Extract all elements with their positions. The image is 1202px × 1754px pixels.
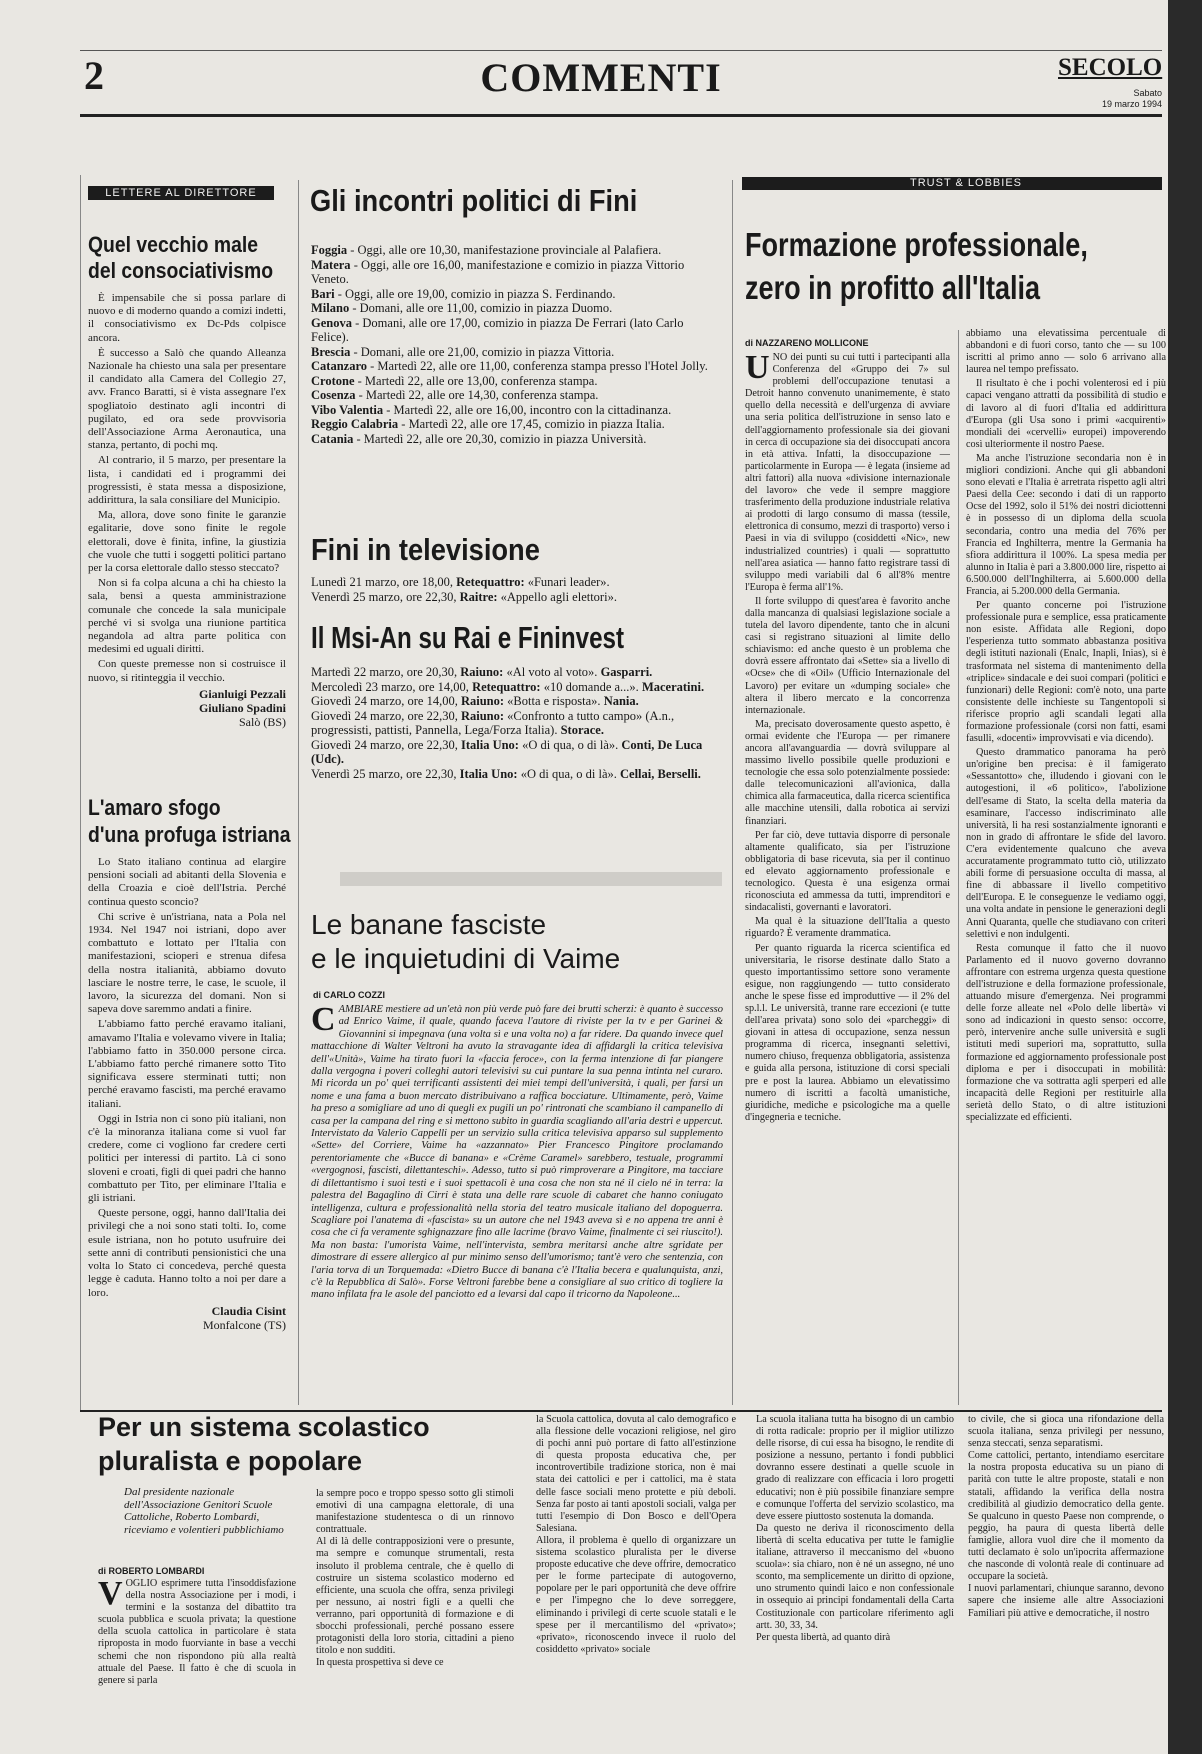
letter-2-body [88, 856, 286, 1332]
trust-paragraph: Resta comunque il fatto che il nuovo Parlamento ed il nuovo governo dovranno affrontare con estrema urgenza questa questione dell'istruzione e della formazione professionale, attuando misure d'emergenza. Nei programmi delle forze alleate nel «Polo delle libertà» vi sono ad indicazioni in questo senso: occorre, però, intervenire anche sulle università e sugli istituti medi superiori ma, soprattutto, sulla formazione ed aggiornamento professionale post diploma e per i disoccupati in mobilità: formazione che va sottratta agli sperperi ed alle incapacità delle Regioni per restituirle alla serietà dello Stato, o di altre istituzioni specializzate ed efficienti. [966, 942, 1166, 1123]
column-divider [298, 180, 299, 1405]
letter-1-place: Salò (BS) [238, 714, 286, 729]
letter-1-paragraph: Non si fa colpa alcuna a chi ha chiesto la sala, bensì a questa amministrazione comunale che concede la sala municipale perché vi si svolga una riunione partitica negandola ad altra parte politica con medesimi ed uguali diritti. [88, 577, 286, 656]
trust-paragraph: Il forte sviluppo di quest'area è favorito anche dalla mancanza di qualsiasi legislazione sociale a tutela del lavoro dipendente, tanto che in alcuni casi si registrano situazioni al limite dello schiavismo: ed anche questo è un problema che dovrà essere affrontato dai «Sette» sia a livello di «Ocse» che di «Oil» (Ufficio Internazionale del Lavoro) per evitare un «dumping sociale» che altera il libero mercato e la concorrenza internazionale. [745, 595, 950, 716]
trust-title: Formazione professionale, [745, 226, 1088, 263]
letter-2-paragraph: Queste persone, oggi, hanno dall'Italia dei privilegi che a noi sono stati tolti. Io, come esule istriana, non ho potuto usufruire dei sette anni di contributi pensionistici che una volta lo Stato ci concedeva, perché questa legge è caduta. Hanno tolto a noi per dare a loro. [88, 1207, 286, 1299]
trust-paragraph: Questo drammatico panorama ha però un'origine ben precisa: è il famigerato «Sessantotto» che, illudendo i giovani con le autogestioni, il «6 politico», l'abolizione dell'esame di Stato, la scelta della materia da esaminare, l'accesso indiscriminato alle università, li ha resi sostanzialmente ignoranti e non in grado di affrontare le sfide del lavoro. C'era evidentemente qualcuno che aveva accuratamente programmato tutto ciò, utilizzato abili forme di persuasione occulta di massa, al fine di abbassare il livello competitivo dell'Europa. E le conseguenze le vediamo oggi, una volta andate in pensione le generazioni degli Anni Quaranta, quelle che studiavano con criteri selettivi e non indulgenti. [966, 747, 1166, 940]
trust-paragraph: abbiamo una elevatissima percentuale di abbandoni e di fuori corso, tanto che — su 100 iscritti al primo anno — solo 6 arrivano alla laurea nel tempo prefissato. [966, 328, 1166, 376]
incontri-item: Matera - Oggi, alle ore 16,00, manifestazione e comizio in piazza Vittorio Veneto. [311, 257, 685, 286]
letter-1-title: Quel vecchio male [88, 232, 259, 257]
msi-list [311, 665, 723, 781]
incontri-list [311, 243, 723, 446]
banane-byline: di CARLO COZZI [313, 990, 385, 1000]
letter-2-paragraph: Lo Stato italiano continua ad elargire pensioni sociali ad abitanti della Slovenia e della Croazia e cioè dell'Istria. Perché continua questo sconcio? [88, 856, 286, 908]
letter-1-paragraph: Ma, allora, dove sono finite le garanzie egalitarie, dove sono finite le regole elettorali, dove è finita, infine, la giustizia che vuole che tutti i soggetti politici partano per la corsa elettorale dallo stesso steccato? [88, 509, 286, 575]
scuola-column-4: La scuola italiana tutta ha bisogno di un cambio di rotta radicale: proprio per il miglior utilizzo delle risorse, di cui essa ha bisogno, le rendite di posizione a nessuno, pertanto i fondi pubblici dovranno essere destinati a quelle scuole in grado di realizzare con efficacia i loro progetti educativi; non è più possibile finanziare sempre e comunque l'offerta del servizio scolastico, ma deve essere piuttosto sostenuta la domanda. Da questo ne deriva il riconoscimento della libertà di scelta educativa per tutte le famiglie italiane, attraverso il meccanismo del «buono scuola»: sia chiaro, non è né un assegno, né uno sconto, ma semplicemente un diritto di opzione, uno strumento quindi laico e non confessionale in ossequio ai principi fondamentali della Carta Costituzionale con particolare riferimento agli artt. 30, 33, 34. Per questa libertà, ad quanto dirà [756, 1414, 954, 1643]
trust-paragraph: Il risultato è che i pochi volenterosi ed i più capaci vengano attratti da possibilità di studio e di lavoro al di fuori d'Italia ed addirittura d'Europa (gli Usa sono i primi «acquirenti» mondiali dei «cervelli» europei) impoverendo così ulteriormente il nostro Paese. [966, 378, 1166, 450]
trust-paragraph: Ma anche l'istruzione secondaria non è in migliori condizioni. Anche qui gli abbandoni sono elevati e l'Italia è arretrata rispetto agli altri Paesi della Cee: secondo i dati di un rapporto Ocse del 1992, solo il 51% dei nostri diciottenni è in possesso di un diploma della scuola secondaria, contro una media del 76% per Francia ed Inghilterra, mentre la Germania ha sfiora addirittura il 100%. La spesa media per alunno in Italia è pari a 3.800.000 lire, rispetto ai 6.500.000 dell'Inghilterra, ai 5.600.000 della Francia, ai 5.200.000 della Germania. [966, 452, 1166, 597]
incontri-item: Crotone - Martedì 22, alle ore 13,00, conferenza stampa. [311, 373, 598, 388]
tv-item: Lunedì 21 marzo, ore 18,00, Retequattro: «Funari leader». [311, 575, 610, 589]
scuola-byline: di ROBERTO LOMBARDI [98, 1566, 205, 1576]
incontri-title: Gli incontri politici di Fini [310, 183, 638, 218]
letter-2-signature: Claudia Cisint [211, 1303, 286, 1318]
page-edge-shadow [1168, 0, 1202, 1754]
letter-1-title-line2: del consociativismo [88, 258, 274, 283]
trust-column-2 [966, 328, 1166, 1126]
letter-1-paragraph: Al contrario, il 5 marzo, per presentare la lista, i candidati ed i programmi dei progressisti, è stata messa a disposizione, addirittura, la sala consiliare del Municipio. [88, 454, 286, 507]
scuola-column-3: la Scuola cattolica, dovuta al calo demografico e alla flessione delle vocazioni religiose, nel giro di pochi anni può portare di fatto all'estinzione di questa proposta educativa che, per incontrovertibile tradizione storica, non è mai stata dei cattolici e per i cattolici, ma è stata delle fasce sociali meno protette e più deboli. Senza far posto ai tanti apostoli sociali, valga per tutti l'esempio di Don Bosco e dell'Opera Salesiana. Allora, il problema è quello di organizzare un sistema scolastico pluralista per le diverse proposte educative che deve offrire, democratico per le forme partecipate di autogoverno, popolare per le pari opportunità che deve offrire e per l'impegno che lo deve sorreggere, eliminando i privilegi di certe scuole statali e le spese per il mercantilismo del «privato»; «privato», riconoscendo invece il ruolo del cosiddetto «privato» sociale [536, 1414, 736, 1655]
msi-item: Giovedì 24 marzo, ore 22,30, Raiuno: «Confronto a tutto campo» (A.n., progressisti, pattisti, Pannella, Lega/Forza Italia). Storace. [311, 708, 675, 737]
left-border [80, 175, 81, 1410]
incontri-item: Vibo Valentia - Martedì 22, alle ore 16,00, incontro con la cittadinanza. [311, 402, 672, 417]
trust-byline: di NAZZARENO MOLLICONE [745, 338, 869, 348]
tv-item: Venerdì 25 marzo, ore 22,30, Raitre: «Appello agli elettori». [311, 589, 617, 604]
trust-column-divider [958, 330, 959, 1405]
incontri-item: Brescia - Domani, alle ore 21,00, comizio in piazza Vittoria. [311, 344, 615, 359]
letter-2 [88, 794, 291, 848]
trust-paragraph: Per quanto riguarda la ricerca scientifica ed universitaria, le risorse destinate dallo Stato a questo importantissimo settore sono veramente esigue, non raggiungendo — tutto considerato anche le spese fisse ed improduttive — il 2% del sp.l.l. Le università, tranne rare eccezioni (e tutte dell'area privata) sono solo dei «parcheggi» di giovani in attesa di occupazione, senza nessun programma di ricerca, insegnanti selettivi, numero chiuso, frequenza obbligatoria, assistenza e guida alla persona, istituzione di corsi speciali pre e post la laurea. Abbiamo un elevatissimo numero di iscritti a facoltà umanistiche, giuridiche, mediche e psicologiche ma a quelle d'ingegneria e tecniche. [745, 942, 950, 1123]
tv-title: Fini in televisione [311, 532, 540, 567]
masthead: SECOLO [1058, 54, 1163, 81]
scuola-dropcap: V [98, 1578, 123, 1612]
letter-2-paragraph: Oggi in Istria non ci sono più italiani, non c'è la minoranza italiana come si vuol far credere, come ci vogliono far credere certi politici per interessi di partito. Là ci sono sloveni e croati, figli di quei padri che hanno combattuto per Tito, per eliminare l'Italia e gli istriani. [88, 1112, 286, 1205]
header-top-rule [80, 50, 1162, 51]
letter-1-paragraph: Con queste premesse non si costruisce il nuovo, si ritinteggia il vecchio. [88, 658, 286, 684]
letter-2-place: Monfalcone (TS) [203, 1317, 286, 1332]
letter-2-paragraph: L'abbiamo fatto perché eravamo italiani, amavamo l'Italia e volevamo vivere in Italia; l'abbiamo fatto in 350.000 persone circa. L'abbiamo fatto perché rimanere sotto Tito significava essere sterminati tutti; non perché eravamo fascisti, ma perché eravamo italiani. [88, 1018, 286, 1110]
msi-item: Giovedì 24 marzo, ore 14,00, Raiuno: «Botta e risposta». Nania. [311, 694, 639, 708]
incontri-item: Catania - Martedì 22, alle ore 20,30, comizio in piazza Università. [311, 431, 647, 446]
incontri-item: Bari - Oggi, alle ore 19,00, comizio in piazza S. Ferdinando. [311, 286, 616, 301]
page-number: 2 [84, 53, 104, 98]
msi-item: Giovedì 24 marzo, ore 22,30, Italia Uno: «O di qua, o di là». Conti, De Luca (Udc). [311, 737, 703, 766]
trust-tag: TRUST & LOBBIES [742, 177, 1162, 190]
scuola-text: OGLIO esprimere tutta l'insoddisfazione della nostra Associazione per i modi, i termini e la sostanza del dibattito tra scuola pubblica e scuola privata; la questione della scuola cattolica in particolare è stata riproposta in modo fuorviante in base a vecchi schemi che non rispondono più alla realtà attuale del Paese. Il fatto è che di scuola in genere si parla [98, 1578, 296, 1686]
scuola-column-1 [98, 1578, 296, 1748]
banane-title: Le banane fasciste [311, 909, 547, 940]
banane-body [311, 1001, 723, 1302]
column-divider [732, 180, 733, 1405]
msi-title: Il Msi-An su Rai e Fininvest [311, 620, 625, 655]
letter-2-paragraph: Chi scrive è un'istriana, nata a Pola nel 1934. Nel 1947 noi istriani, dopo aver combattuto e lottato per l'Italia con manifestazioni, scioperi e strenua difesa della nostra italianità, abbiamo dovuto lasciare le nostre terre, le case, le scuole, il lavoro, la sicurezza del domani. Non si sapeva dove saremmo andati a finire. [88, 910, 286, 1016]
scuola-column-2: la sempre poco e troppo spesso sotto gli stimoli emotivi di una campagna elettorale, di una manifestazione studentesca o di un rinnovo contrattuale. Al di là delle contrapposizioni vere o presunte, ma sempre e comunque strumentali, resta insoluto il problema centrale, che è quello di costruire un sistema scolastico moderno ed efficiente, una scuola che offra, senza privilegi per nessuno, ai nostri figli e a quelli che verranno, pari opportunità di formazione e di sbocchi professionali, perché possano essere protagonisti della loro storia, cittadini a pieno titolo e non sudditi. In questa prospettiva si deve ce [316, 1488, 514, 1669]
scuola-title-line2: pluralista e popolare [98, 1446, 363, 1476]
header-day: Sabato [1133, 88, 1162, 98]
letter-2-title: L'amaro sfogo [88, 795, 221, 820]
trust-paragraph: Ma, precisato doverosamente questo aspetto, è ormai evidente che l'Europa — per rimanere ancora all'avanguardia — dovrà sviluppare al massimo livello possibile quelle produzioni e tecnologie che essa solo potenzialmente possiede: dalle telecomunicazioni all'avionica, dalla chimica alla farmaceutica, dalla ricerca scientifica alle macchine utensili, dalla robotica ai servizi finanziari. [745, 718, 950, 827]
trust-paragraph: NO dei punti su cui tutti i partecipanti alla Conferenza del «Gruppo dei 7» sul problemi dell'occupazione tenutasi a Detroit hanno convenuto unanimemente, è stato quello della necessità e dell'urgenza di avviare una seria politica dell'istruzione in senso lato e dell'aggiornamento professionale sia dei giovani in cerca di occupazione sia dei disoccupati ancora in età attiva. Infatti, la disoccupazione — particolarmente in Europa — è legata (insieme ad altri fattori) alla nuova «divisione internazionale del lavoro» che vede il sempre maggiore trasferimento della produzione industriale relativa ai prodotti di largo consumo di massa (tessile, elettronica di consumo, mezzi di trasporto) verso i Paesi in via di sviluppo (cosiddetti «Nic», new industrialized countries) i quali — soprattutto nell'area asiatica — hanno fatto registrare tassi di sviluppo medi variabili dal 6 all'8% mentre l'Europa è ferma all'1%. [745, 352, 950, 593]
header-rule [80, 114, 1162, 117]
trust-paragraph: Per far ciò, deve tuttavia disporre di personale altamente qualificato, sia per l'istruzione obbligatoria di base ricevuta, sia per il continuo ed elevato aggiornamento professionale e tecnologico. Questa è una esigenza ormai riconosciuta ed ammessa da tutti, imprenditori e sindacalisti, governanti e lavoratori. [745, 829, 950, 914]
banane-text: AMBIARE mestiere ad un'età non più verde può fare dei brutti scherzi: è quanto è successo ad Enrico Vaime, il quale, quando faceva l'autore di riviste per la tv e per Garinei & Giovannini si impegnava (una volta sì e una volta no) a far ridere. Da quando invece quel mattacchione di Walter Veltroni ha avuto la stravagante idea di affidargli la critica televisiva dell'«Unità», Vaime ha tirato fuori la «faccia feroce», con la ferma intenzione di far piangere dalla vergogna i poveri colleghi autori televisivi su cui puntare la sua penna intinta nel curaro. Mi ricorda un po' quei terrificanti assistenti dei miei tempi dell'università, i quali, per farsi un nome e una fama a buon mercato distribuivano a raffica bocciature. Ultimamente, però, Vaime ha preso a somigliare ad uno di quegli ex pugili un po' rintronati che scambiano il campanello di casa per la campana del ring e si mettono subito in guardia scagliando all'aria destri e uppercut. Intervistato da Valerio Cappelli per un servizio sulla critica televisiva apparso sul supplemento «Sette» del Corriere, Vaime ha «azzannato» Pier Francesco Pingitore proclamando perentoriamente che «Bucce di banana» e «Crème Caramel» sarebbero, testuale, programmi «vergognosi, fascisti, dilettanteschi». Adesso, tutto si può rimproverare a Pingitore, ma tacciare di dilettantismo i suoi testi e i suoi spettacoli è una cosa che non sta né il cielo né in terra: la palestra del Bagaglino di Cirri è stata una delle rare scuole di cabaret che hanno coniugato intelligenza, cultura e professionalità nella storia del teatro musicale italiano del dopoguerra. Scagliare poi l'anatema di «fascista» su un autore che nel 1943 aveva sì e no appena tre anni è cosa che ci fa veramente sghignazzare fino alle lacrime (bravo Vaime, finalmente ci sei riuscito!). Ma non basta: l'umorista Vaime, nell'intervista, sembra meritarsi anche altre sgridate per dimostrare di essere allergico al pur minimo senso dell'umorismo; tant'è vero che sentenzia, con l'aria torva di un Torquemada: «Dietro Bucce di banana c'è l'Italia becera e qualunquista, anzi, c'è la Repubblica di Salò». Forse Veltroni farebbe bene a consigliare al suo critico di togliere la mano infilata fra le asole del panciotto ed a levarsi dal capo il tricorno da Napoleone... [311, 1004, 723, 1301]
section-title: COMMENTI [480, 55, 722, 100]
banane-shade-bar [340, 872, 722, 886]
trust-dropcap: U [745, 349, 770, 386]
scuola-intro: Dal presidente nazionale dell'Associazione Genitori Scuole Cattoliche, Roberto Lombardi, riceviamo e volentieri pubblichiamo [124, 1486, 284, 1536]
incontri-item: Foggia - Oggi, alle ore 10,30, manifestazione provinciale al Palafiera. [311, 243, 662, 257]
letters-tag: LETTERE AL DIRETTORE [88, 186, 274, 200]
msi-item: Martedì 22 marzo, ore 20,30, Raiuno: «Al voto al voto». Gasparri. [311, 665, 653, 679]
letter-1-paragraph: È successo a Salò che quando Alleanza Nazionale ha chiesto una sala per presentare il candidato alla Camera del Collegio 27, avv. Franco Baratti, si è vista assegnare l'ex spogliatoio destinato agli incontri di pugilato, ed ora sede provvisoria dell'Associazione Arma Aeronautica, una stanza, pertanto, di pochi mq. [88, 346, 286, 452]
trust-title-line2: zero in profitto all'Italia [745, 269, 1041, 306]
banane-dropcap: C [311, 1001, 336, 1038]
trust-column-1 [745, 349, 950, 1126]
tv-list [311, 575, 723, 604]
incontri-item: Milano - Domani, alle ore 11,00, comizio in piazza Duomo. [311, 301, 613, 315]
incontri-item: Genova - Domani, alle ore 17,00, comizio in piazza De Ferrari (lato Carlo Felice). [311, 315, 684, 344]
header-date: 19 marzo 1994 [1101, 99, 1162, 109]
trust-paragraph: Ma qual è la situazione dell'Italia a questo riguardo? È veramente drammatica. [745, 916, 950, 940]
scuola-column-5: to civile, che si gioca una rifondazione della scuola italiana, senza privilegi per nessuno, senza steccati, senza separatismi. Come cattolici, pertanto, intendiamo esercitare la nostra proposta educativa su un piano di parità con tutte le altre proposte, statali e non statali, affidando la verifica della nostra credibilità al giudizio democratico della gente. Se qualcuno in questo Paese non comprende, o peggio, ha paura di questa libertà delle famiglie, allora vuol dire che il momento da tutti declamato è solo un'ipocrita affermazione che nasconde di volontà reale di continuare ad occupare la società. I nuovi parlamentari, chiunque saranno, devono sapere che insieme alle altre Associazioni Familiari più attive e democratiche, il nostro [968, 1414, 1164, 1619]
letter-1 [88, 232, 288, 284]
incontri-item: Catanzaro - Martedì 22, alle ore 11,00, conferenza stampa presso l'Hotel Jolly. [311, 359, 708, 373]
incontri-item: Cosenza - Martedì 22, alle ore 14,30, conferenza stampa. [311, 388, 599, 402]
letter-1-body [88, 292, 286, 729]
msi-item: Venerdì 25 marzo, ore 22,30, Italia Uno: «O di qua, o di là». Cellai, Berselli. [311, 766, 701, 781]
letter-1-paragraph: È impensabile che si possa parlare di nuovo e di moderno quando a comizi indetti, il consociativismo ex Dc-Pds colpisce ancora. [88, 292, 286, 344]
letter-1-signature: Gianluigi Pezzali [199, 686, 286, 701]
trust-paragraph: Per quanto concerne poi l'istruzione professionale pura e semplice, essa praticamente non esiste. Affidata alle Regioni, dopo l'esperienza tutto sommato abbastanza positiva degli istituti nazionali (Enalc, Inapli, Inias), si è trasformata nel sistema di mantenimento della «triplice» sindacale e dei suoi compari (politici e funzionari) delle Regioni: com'è noto, una parte consistente delle inchieste su Tangentopoli si riferisce proprio agli scandali legati alla formazione professionale (corsi non fatti, esami fasulli, «docenti» improvvisati e via dicendo). [966, 600, 1166, 745]
letter-2-title-line2: d'una profuga istriana [88, 822, 291, 847]
banane-title-line2: e le inquietudini di Vaime [311, 943, 621, 974]
incontri-item: Reggio Calabria - Martedì 22, alle ore 17,45, comizio in piazza Italia. [311, 417, 665, 431]
letter-1-signature: Giuliano Spadini [198, 700, 286, 715]
scuola-title: Per un sistema scolastico [98, 1412, 430, 1442]
msi-item: Mercoledì 23 marzo, ore 14,00, Retequattro: «10 domande a...». Maceratini. [311, 679, 705, 694]
